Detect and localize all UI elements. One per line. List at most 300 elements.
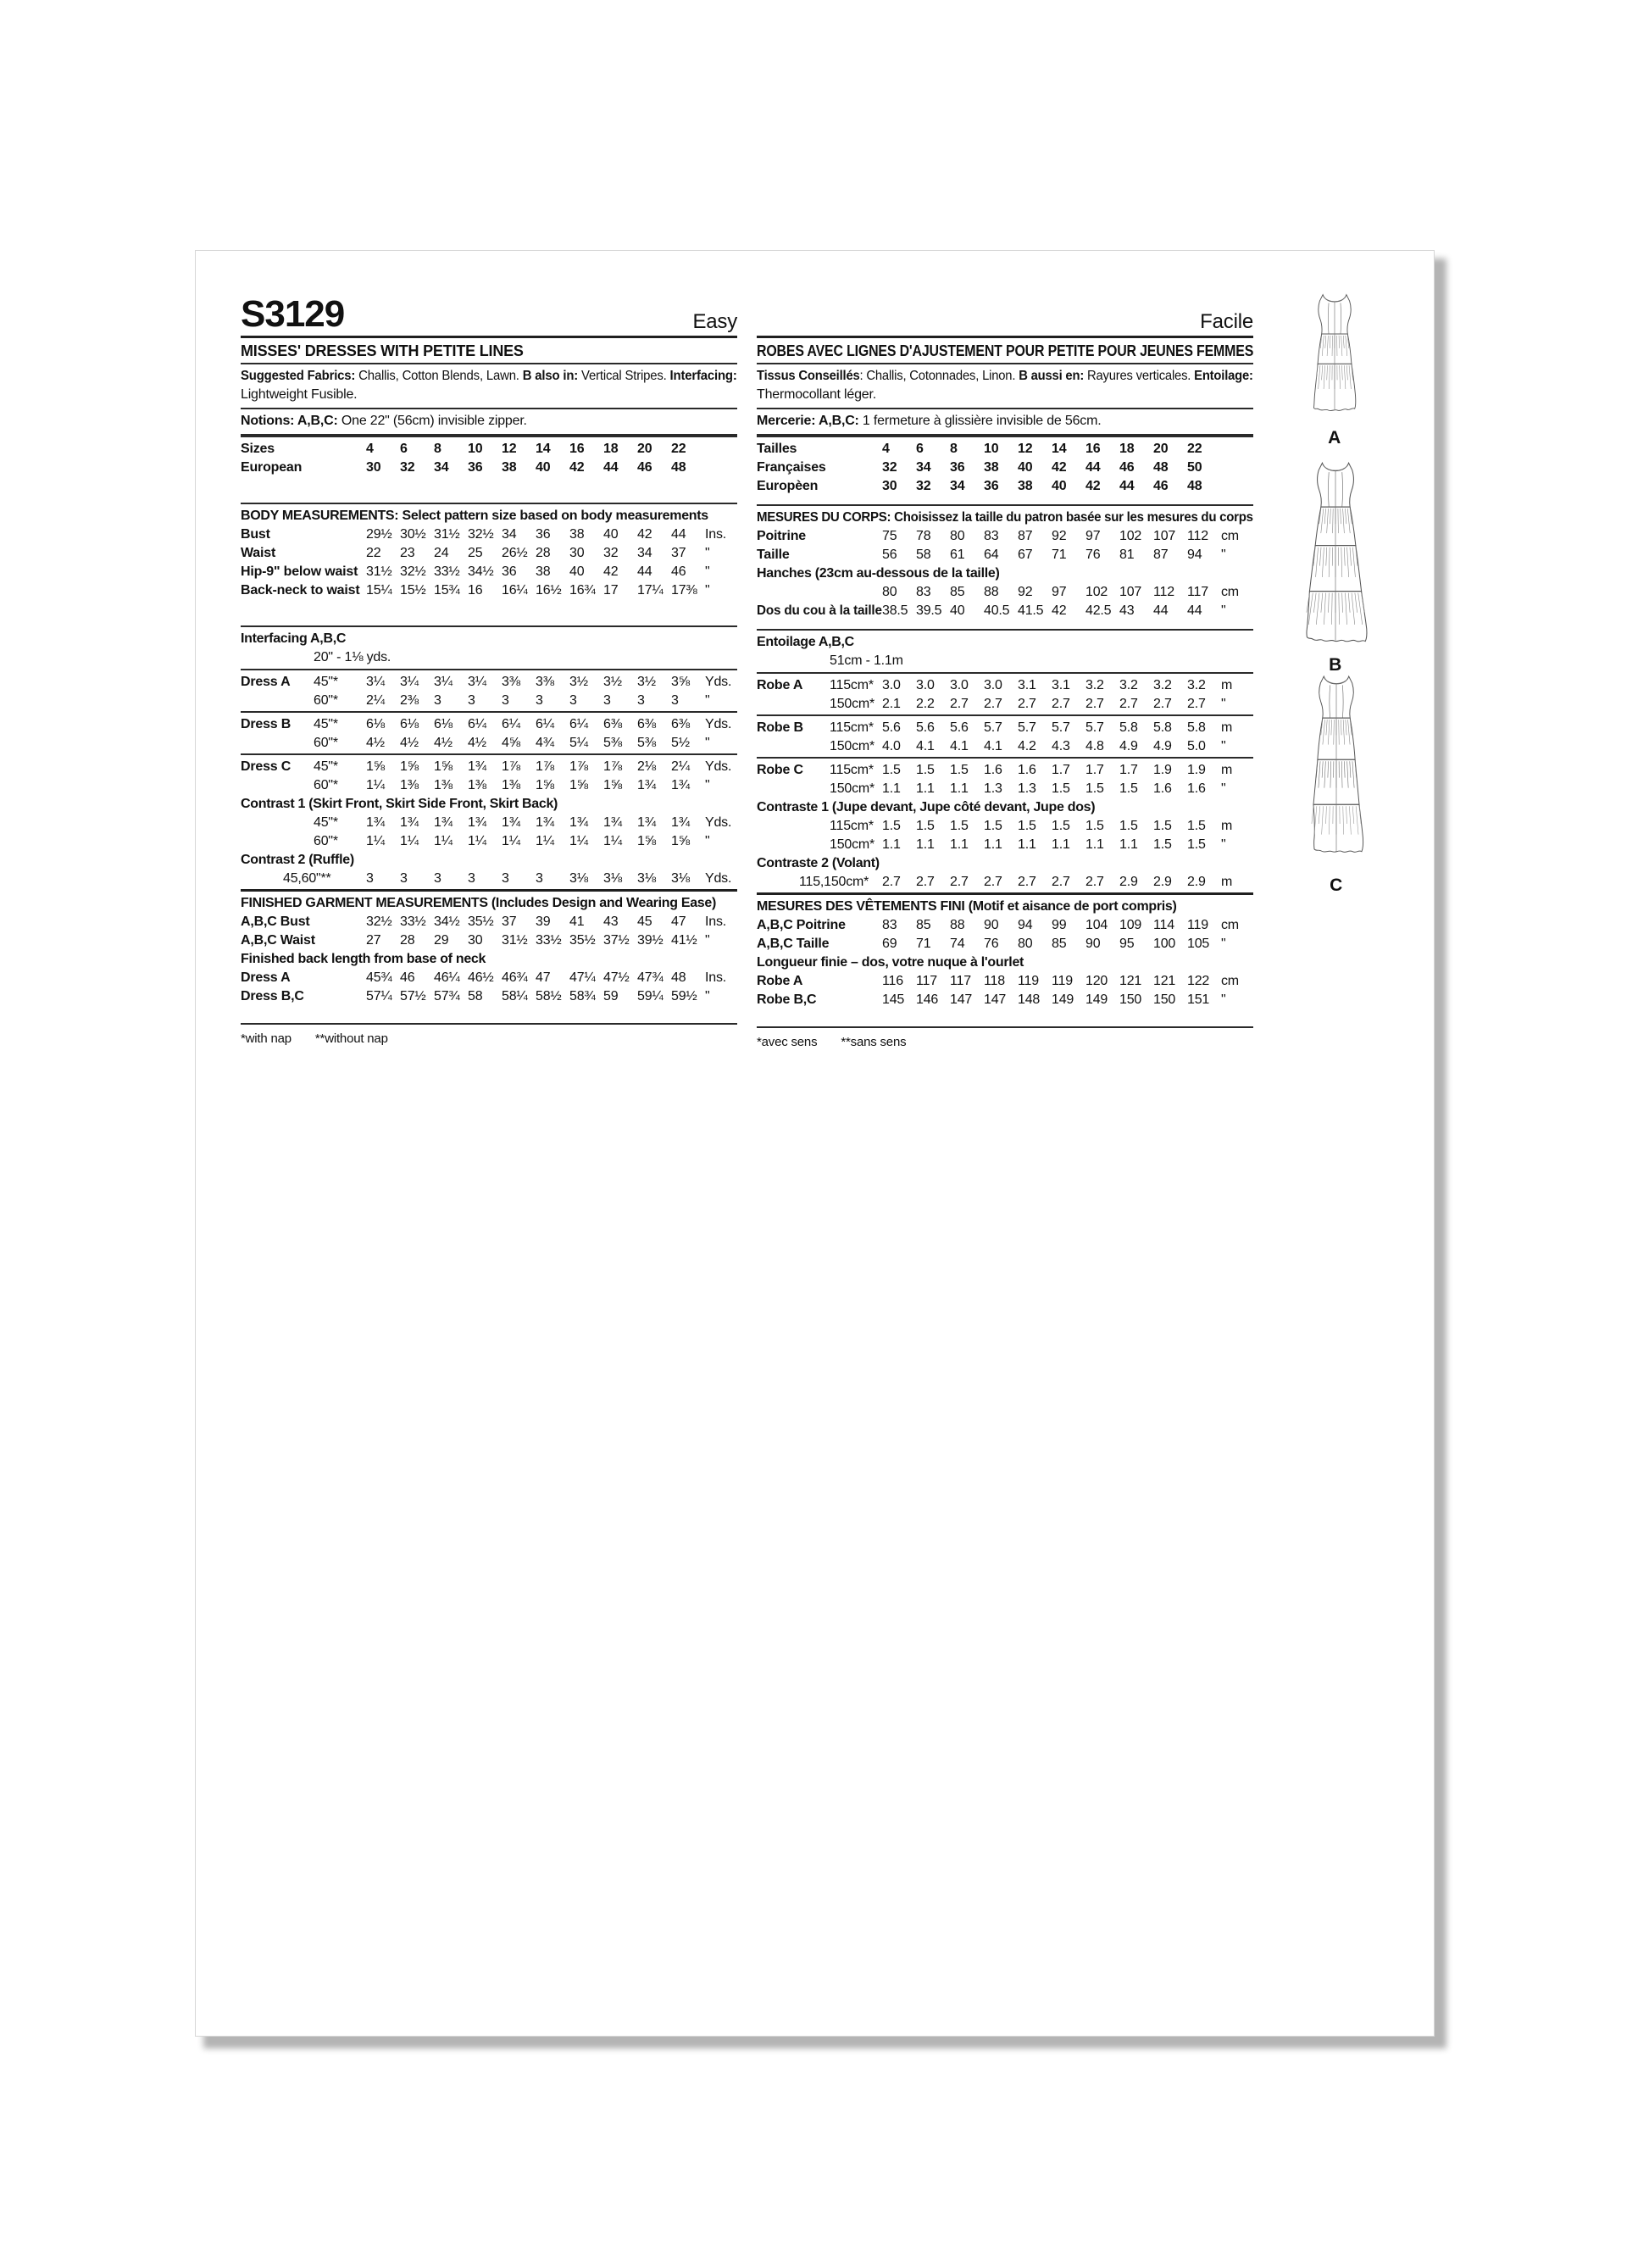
value-cell: 45¾ xyxy=(366,970,392,985)
row-label: Bust xyxy=(241,527,270,542)
value-cell: 12 xyxy=(1018,442,1033,456)
value-cell: 57½ xyxy=(400,989,426,1003)
value-cell: 2.7 xyxy=(1018,697,1036,711)
footnote-fr xyxy=(757,1026,1253,1052)
fabric-width-sublabel: 115cm* xyxy=(830,678,874,692)
unit-cell: " xyxy=(1221,781,1226,796)
value-cell: 1¼ xyxy=(536,834,554,848)
value-cell: 1.5 xyxy=(916,763,935,777)
value-cell: 1⅝ xyxy=(603,778,622,792)
value-cell: 56 xyxy=(882,548,897,562)
table-section xyxy=(241,669,737,711)
value-cell: 88 xyxy=(950,918,965,932)
value-cell: 46¾ xyxy=(502,970,528,985)
value-cell: 80 xyxy=(1018,937,1033,951)
unit-cell: Ins. xyxy=(705,527,726,542)
value-cell: 16 xyxy=(1085,442,1101,456)
value-cell: 2.7 xyxy=(916,875,935,889)
value-cell: 3.0 xyxy=(950,678,969,692)
value-cell: 42 xyxy=(637,527,652,542)
value-cell: 3 xyxy=(671,693,679,708)
value-cell: 119 xyxy=(1052,974,1073,988)
value-cell: 2.7 xyxy=(1119,697,1138,711)
value-cell: 114 xyxy=(1153,918,1174,932)
value-cell: 44 xyxy=(1187,603,1202,618)
value-cell: 88 xyxy=(984,585,999,599)
value-cell: 40 xyxy=(603,527,619,542)
value-cell: 1.5 xyxy=(1119,781,1138,796)
table-section xyxy=(757,757,1253,892)
value-cell: 81 xyxy=(1119,548,1135,562)
value-cell: 1⅜ xyxy=(434,778,453,792)
unit-cell: Ins. xyxy=(705,970,726,985)
value-cell: 44 xyxy=(1119,479,1135,493)
value-cell: 4½ xyxy=(468,736,486,750)
fabric-width-sublabel: 60"* xyxy=(314,736,338,750)
value-cell: 1¾ xyxy=(434,815,453,830)
section-heading: Interfacing A,B,C xyxy=(241,631,347,646)
value-cell: 37½ xyxy=(603,933,630,948)
value-cell: 46½ xyxy=(468,970,494,985)
value-cell: 38 xyxy=(502,460,517,475)
footnote-text: **sans sens xyxy=(841,1035,907,1049)
value-cell: 1¼ xyxy=(502,834,520,848)
value-cell: 2⅛ xyxy=(637,759,656,774)
fabric-width-sublabel: 150cm* xyxy=(830,739,875,753)
unit-cell: " xyxy=(705,583,710,598)
value-cell: 1¼ xyxy=(468,834,486,848)
value-cell: 3.0 xyxy=(882,678,901,692)
table-row xyxy=(241,673,737,692)
value-cell: 102 xyxy=(1119,529,1142,543)
value-cell: 121 xyxy=(1119,974,1142,988)
value-cell: 3½ xyxy=(603,675,622,689)
notions-paragraph-en xyxy=(241,409,737,434)
table-row xyxy=(757,761,1253,780)
garment-title-en: MISSES' DRESSES WITH PETITE LINES xyxy=(241,342,524,359)
value-cell: 5.7 xyxy=(1018,720,1036,735)
value-cell: 1.5 xyxy=(984,819,1002,833)
value-cell: 5.7 xyxy=(1085,720,1104,735)
table-section xyxy=(241,889,737,1009)
text-line: Mercerie: A,B,C: 1 fermeture à glissière invisible de 56cm. xyxy=(757,414,1102,428)
value-cell: 34½ xyxy=(434,914,460,929)
value-cell: 2.7 xyxy=(950,875,969,889)
footnote-text: *avec sens xyxy=(757,1035,818,1049)
value-cell: 3⅛ xyxy=(637,871,656,886)
value-cell: 5.8 xyxy=(1187,720,1206,735)
value-cell: 1.6 xyxy=(984,763,1002,777)
section-heading: Contraste 2 (Volant) xyxy=(757,856,880,870)
table-row xyxy=(241,563,737,581)
value-cell: 117 xyxy=(1187,585,1208,599)
table-row xyxy=(757,527,1253,546)
value-cell: 6¼ xyxy=(536,717,554,731)
value-cell: 16¼ xyxy=(502,583,528,598)
unit-cell: Yds. xyxy=(705,871,732,886)
value-cell: 25 xyxy=(468,546,483,560)
unit-cell: m xyxy=(1221,678,1233,692)
value-cell: 1¾ xyxy=(536,815,554,830)
value-cell: 2.7 xyxy=(1187,697,1206,711)
unit-cell: " xyxy=(705,778,710,792)
value-cell: 3 xyxy=(468,693,475,708)
value-cell: 3 xyxy=(502,871,509,886)
value-cell: 32½ xyxy=(468,527,494,542)
table-row xyxy=(757,652,1253,670)
value-cell: 119 xyxy=(1187,918,1208,932)
value-cell: 22 xyxy=(1187,442,1202,456)
value-cell: 44 xyxy=(671,527,686,542)
unit-cell: cm xyxy=(1221,529,1239,543)
value-cell: 18 xyxy=(1119,442,1135,456)
section-heading: Finished back length from base of neck xyxy=(241,952,486,966)
value-cell: 3 xyxy=(536,693,543,708)
value-cell: 2.1 xyxy=(882,697,901,711)
value-cell: 71 xyxy=(1052,548,1067,562)
table-row xyxy=(241,734,737,753)
value-cell: 1¾ xyxy=(468,815,486,830)
table-row xyxy=(241,440,737,459)
value-cell: 36 xyxy=(502,564,517,579)
value-cell: 2.7 xyxy=(1085,697,1104,711)
fabric-width-sublabel: 150cm* xyxy=(830,781,875,796)
value-cell: 32½ xyxy=(366,914,392,929)
value-cell: 150 xyxy=(1119,992,1142,1007)
value-cell: 4½ xyxy=(400,736,419,750)
value-cell: 1.5 xyxy=(882,763,901,777)
value-cell: 112 xyxy=(1153,585,1174,599)
value-cell: 1⅝ xyxy=(671,834,690,848)
table-row xyxy=(241,715,737,734)
value-cell: 6 xyxy=(916,442,924,456)
table-section xyxy=(241,503,737,625)
value-cell: 3.0 xyxy=(984,678,1002,692)
row-label: Dress B xyxy=(241,717,291,731)
table-row xyxy=(757,719,1253,737)
value-cell: 1.3 xyxy=(1018,781,1036,796)
dress-b-line-art xyxy=(1287,459,1384,648)
value-cell: 97 xyxy=(1085,529,1101,543)
value-cell: 64 xyxy=(984,548,999,562)
fabric-width-sublabel: 45"* xyxy=(314,759,338,774)
unit-cell: cm xyxy=(1221,585,1239,599)
value-cell: 45 xyxy=(637,914,652,929)
value-cell: 6⅛ xyxy=(366,717,385,731)
section-heading: Longueur finie – dos, votre nuque à l'ourlet xyxy=(757,955,1024,970)
value-cell: 1⅞ xyxy=(502,759,520,774)
value-cell: 2.9 xyxy=(1119,875,1138,889)
table-section xyxy=(757,504,1253,629)
value-cell: 118 xyxy=(984,974,1005,988)
table-row xyxy=(757,972,1253,991)
fabric-width-sublabel: 45"* xyxy=(314,675,338,689)
value-cell: 1⅞ xyxy=(603,759,622,774)
row-label: A,B,C Bust xyxy=(241,914,310,929)
value-cell: 1⅜ xyxy=(400,778,419,792)
value-cell: 2.7 xyxy=(882,875,901,889)
fabric-width-sublabel: 45"* xyxy=(314,717,338,731)
unit-cell: Yds. xyxy=(705,759,732,774)
value-cell: 1.1 xyxy=(882,837,901,852)
value-cell: 99 xyxy=(1052,918,1067,932)
view-a-label: A xyxy=(1328,428,1341,447)
table-row xyxy=(241,648,737,667)
value-cell: 20 xyxy=(637,442,652,456)
value-cell: 32 xyxy=(882,460,897,475)
value-cell: 59¼ xyxy=(637,989,663,1003)
value-cell: 16 xyxy=(468,583,483,598)
table-row xyxy=(757,916,1253,935)
row-label: A,B,C Poitrine xyxy=(757,918,846,932)
value-cell: 30 xyxy=(468,933,483,948)
row-label: Robe B xyxy=(757,720,803,735)
value-cell: 5.7 xyxy=(1052,720,1070,735)
row-label: A,B,C Taille xyxy=(757,937,830,951)
value-cell: 1¾ xyxy=(603,815,622,830)
value-cell: 29½ xyxy=(366,527,392,542)
table-row xyxy=(757,953,1253,972)
value-cell: 80 xyxy=(950,529,965,543)
table-row xyxy=(757,898,1253,916)
table-row xyxy=(241,776,737,795)
value-cell: 18 xyxy=(603,442,619,456)
value-cell: 38 xyxy=(984,460,999,475)
table-row xyxy=(241,581,737,600)
value-cell: 3 xyxy=(603,693,611,708)
value-cell: 1.5 xyxy=(1085,819,1104,833)
value-cell: 43 xyxy=(1119,603,1135,618)
view-b-label: B xyxy=(1329,655,1342,675)
row-label: Dress C xyxy=(241,759,291,774)
value-cell: 107 xyxy=(1119,585,1142,599)
unit-cell: m xyxy=(1221,720,1233,735)
table-row xyxy=(241,814,737,832)
text-line: Notions: A,B,C: One 22" (56cm) invisible zipper. xyxy=(241,414,527,428)
value-cell: 1.1 xyxy=(1052,837,1070,852)
value-cell: 3¼ xyxy=(366,675,385,689)
value-cell: 4.9 xyxy=(1153,739,1172,753)
unit-cell: Yds. xyxy=(705,675,732,689)
table-row xyxy=(241,459,737,477)
value-cell: 74 xyxy=(950,937,965,951)
value-cell: 6⅜ xyxy=(671,717,690,731)
value-cell: 67 xyxy=(1018,548,1033,562)
value-cell: 36 xyxy=(536,527,551,542)
value-cell: 1.6 xyxy=(1187,781,1206,796)
value-cell: 1.1 xyxy=(1085,837,1104,852)
value-cell: 41.5 xyxy=(1018,603,1044,618)
table-section xyxy=(241,436,737,503)
value-cell: 146 xyxy=(916,992,939,1007)
value-cell: 1⅝ xyxy=(637,834,656,848)
value-cell: 119 xyxy=(1018,974,1039,988)
unit-cell: Ins. xyxy=(705,914,726,929)
fabric-width-sublabel: 60"* xyxy=(314,693,338,708)
value-cell: 4.1 xyxy=(984,739,1002,753)
value-cell: 48 xyxy=(671,460,686,475)
value-cell: 36 xyxy=(950,460,965,475)
value-cell: 4½ xyxy=(366,736,385,750)
value-cell: 3⅜ xyxy=(502,675,520,689)
table-row xyxy=(757,602,1253,620)
value-cell: 16½ xyxy=(536,583,562,598)
value-cell: 1.7 xyxy=(1119,763,1138,777)
value-cell: 5.0 xyxy=(1187,739,1206,753)
dress-view-b-figure xyxy=(1287,459,1384,675)
value-cell: 1.5 xyxy=(950,763,969,777)
table-row xyxy=(757,633,1253,652)
value-cell: 1.6 xyxy=(1153,781,1172,796)
table-row xyxy=(757,676,1253,695)
value-cell: 75 xyxy=(882,529,897,543)
value-cell: 1.5 xyxy=(1018,819,1036,833)
value-cell: 46 xyxy=(637,460,652,475)
value-cell: 6⅛ xyxy=(400,717,419,731)
value-cell: 3 xyxy=(502,693,509,708)
value-cell: 1¼ xyxy=(366,834,385,848)
table-row xyxy=(241,913,737,931)
value-cell: 1¼ xyxy=(603,834,622,848)
table-row xyxy=(757,780,1253,798)
unit-cell: m xyxy=(1221,875,1233,889)
value-cell: 10 xyxy=(468,442,483,456)
value-cell: 76 xyxy=(1085,548,1101,562)
value-cell: 1.5 xyxy=(1085,781,1104,796)
value-cell: 3 xyxy=(366,871,374,886)
value-cell: 97 xyxy=(1052,585,1067,599)
row-label: A,B,C Waist xyxy=(241,933,315,948)
value-cell: 3.0 xyxy=(916,678,935,692)
value-cell: 5.6 xyxy=(950,720,969,735)
french-column xyxy=(757,289,1253,1052)
row-label: European xyxy=(241,460,303,475)
unit-cell: " xyxy=(705,693,710,708)
value-cell: 30 xyxy=(569,546,585,560)
value-cell: 57¼ xyxy=(366,989,392,1003)
value-cell: 90 xyxy=(1085,937,1101,951)
value-cell: 39 xyxy=(536,914,551,929)
value-cell: 6¼ xyxy=(468,717,486,731)
value-cell: 20 xyxy=(1153,442,1169,456)
row-label: Dress A xyxy=(241,970,291,985)
unit-cell: m xyxy=(1221,763,1233,777)
value-cell: 1¾ xyxy=(468,759,486,774)
value-cell: 2.2 xyxy=(916,697,935,711)
value-cell: 107 xyxy=(1153,529,1176,543)
section-heading: MESURES DES VÊTEMENTS FINI (Motif et aisance de port compris) xyxy=(757,899,1177,914)
value-cell: 38 xyxy=(1018,479,1033,493)
value-cell: 40 xyxy=(1018,460,1033,475)
value-cell: 95 xyxy=(1119,937,1135,951)
value-cell: 85 xyxy=(916,918,931,932)
dress-view-c-figure xyxy=(1291,673,1382,896)
value-cell: 27 xyxy=(366,933,381,948)
value-cell: 44 xyxy=(603,460,619,475)
value-cell: 40 xyxy=(950,603,965,618)
value-cell: 46 xyxy=(400,970,415,985)
value-cell: 85 xyxy=(950,585,965,599)
value-cell: 3⅛ xyxy=(569,871,588,886)
section-heading: BODY MEASUREMENTS: Select pattern size based on body measurements xyxy=(241,509,708,523)
value-cell: 48 xyxy=(1187,479,1202,493)
value-cell: 1.6 xyxy=(1018,763,1036,777)
table-section xyxy=(241,711,737,753)
value-cell: 46 xyxy=(1119,460,1135,475)
value-cell: 147 xyxy=(984,992,1007,1007)
fabric-width-sublabel: 60"* xyxy=(314,778,338,792)
unit-cell: " xyxy=(705,933,710,948)
value-cell: 30½ xyxy=(400,527,426,542)
value-cell: 1.1 xyxy=(1119,837,1138,852)
value-cell: 46 xyxy=(1153,479,1169,493)
value-cell: 46 xyxy=(671,564,686,579)
row-label: Robe B,C xyxy=(757,992,817,1007)
value-cell: 30 xyxy=(366,460,381,475)
value-cell: 71 xyxy=(916,937,931,951)
value-cell: 1⅝ xyxy=(400,759,419,774)
value-cell: 1⅜ xyxy=(502,778,520,792)
text-line: Lightweight Fusible. xyxy=(241,387,358,402)
value-cell: 69 xyxy=(882,937,897,951)
footnote-text: **without nap xyxy=(314,1031,388,1046)
value-cell: 112 xyxy=(1187,529,1208,543)
value-cell: 6⅜ xyxy=(637,717,656,731)
value-cell: 2.7 xyxy=(1052,875,1070,889)
table-row xyxy=(757,440,1253,459)
fabric-width-sublabel: 115cm* xyxy=(830,720,874,735)
english-tables xyxy=(241,436,737,1009)
value-cell: 1.5 xyxy=(1187,819,1206,833)
value-cell: 38 xyxy=(536,564,551,579)
value-cell: 2¼ xyxy=(366,693,385,708)
value-cell: 1.1 xyxy=(984,837,1002,852)
value-cell: 2.7 xyxy=(1153,697,1172,711)
value-cell: 1¾ xyxy=(400,815,419,830)
value-cell: 58 xyxy=(468,989,483,1003)
row-label: Taille xyxy=(757,548,790,562)
value-cell: 32½ xyxy=(400,564,426,579)
value-cell: 3¼ xyxy=(434,675,453,689)
value-cell: 1⅞ xyxy=(569,759,588,774)
value-cell: 33½ xyxy=(536,933,562,948)
value-cell: 58½ xyxy=(536,989,562,1003)
value-cell: 1¾ xyxy=(502,815,520,830)
value-cell: 2.7 xyxy=(984,697,1002,711)
value-cell: 3.2 xyxy=(1153,678,1172,692)
difficulty-label-en: Easy xyxy=(692,310,737,333)
value-cell: 44 xyxy=(637,564,652,579)
value-cell: 1⅞ xyxy=(536,759,554,774)
value-cell: 1.5 xyxy=(882,819,901,833)
dress-c-line-art xyxy=(1291,673,1382,869)
unit-cell: " xyxy=(1221,837,1226,852)
value-cell: 58¾ xyxy=(569,989,596,1003)
value-cell: 2.9 xyxy=(1187,875,1206,889)
value-cell: 41 xyxy=(569,914,585,929)
value-cell: 57¾ xyxy=(434,989,460,1003)
section-heading: Entoilage A,B,C xyxy=(757,635,854,649)
value-cell: 5½ xyxy=(671,736,690,750)
value-cell: 42.5 xyxy=(1085,603,1112,618)
value-cell: 105 xyxy=(1187,937,1210,951)
value-cell: 3⅜ xyxy=(536,675,554,689)
value-cell: 39½ xyxy=(637,933,663,948)
value-cell: 3⅛ xyxy=(671,871,690,886)
value-cell: 116 xyxy=(882,974,903,988)
unit-cell: Yds. xyxy=(705,815,732,830)
value-cell: 3¼ xyxy=(400,675,419,689)
